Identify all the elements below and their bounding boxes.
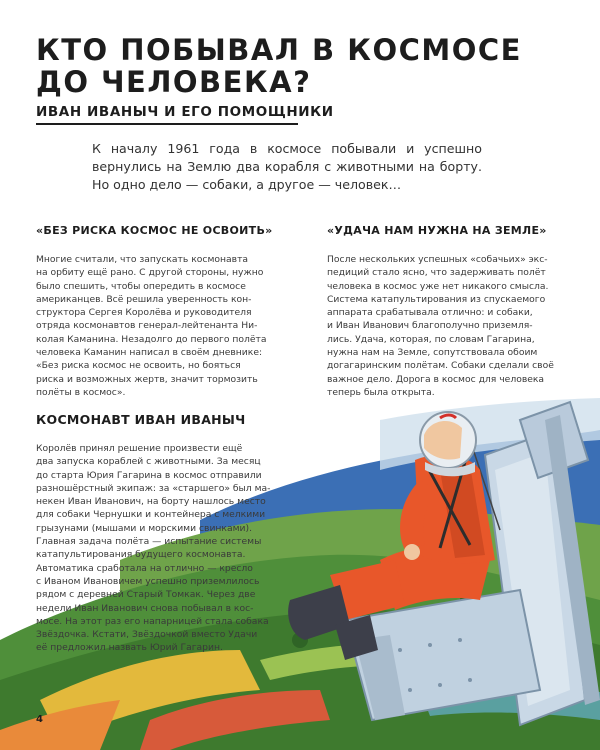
section-3-line: до старта Юрия Гагарина в космос отправили: [36, 469, 262, 481]
section-3-line: разношёрстный экипаж: за «старшего» был ма-: [36, 482, 271, 494]
section-1-line: американцев. Всё решила уверенность кон-: [36, 293, 252, 305]
section-3-line: с Иваном Ивановичем успешно приземлилось: [36, 575, 260, 587]
section-1-heading: «БЕЗ РИСКА КОСМОС НЕ ОСВОИТЬ»: [36, 224, 273, 237]
page-title-line-1: КТО ПОБЫВАЛ В КОСМОСЕ: [36, 33, 522, 67]
section-3-line: её предложил назвать Юрий Гагарин.: [36, 642, 223, 654]
section-1-line: на орбиту ещё рано. С другой стороны, нужно: [36, 267, 264, 279]
page-title: [36, 34, 556, 98]
section-1-line: человека Каманин написал в своём дневнике:: [36, 347, 263, 359]
section-3-line: Королёв принял решение произвести ещё: [36, 443, 243, 454]
hand: [404, 544, 420, 560]
section-1-line: «Без риска космос не освоить, но бояться: [36, 360, 241, 372]
section-2-line: аппарата срабатывала отлично: и собаки,: [327, 307, 533, 319]
section-3-line: для собаки Чернушки и контейнера с мелкими: [36, 509, 266, 521]
section-1-body: [36, 253, 267, 399]
section-2-line: педиций стало ясно, что задерживать полёт: [327, 267, 546, 279]
section-2-line: После нескольких успешных «собачьих» экс-: [327, 254, 548, 265]
section-1-line: полёты в космос».: [36, 386, 126, 398]
section-2-body: [327, 253, 554, 399]
section-3-line: недели Иван Иванович снова побывал в кос-: [36, 602, 254, 614]
section-2-line: теперь была открыта.: [327, 386, 435, 398]
section-1-line: структора Сергея Королёва и руководителя: [36, 307, 252, 319]
intro-paragraph: К началу 1961 года в космосе побывали и успешно вернулись на Землю два корабля с животными на борту. Но одно дело — собаки, а другое — человек…: [92, 141, 482, 192]
section-1-line: риска и возможных жертв, значит тормозить: [36, 373, 258, 385]
section-1-line: Многие считали, что запускать космонавта: [36, 254, 249, 265]
section-3-line: катапультирования будущего космонавта.: [36, 549, 246, 561]
section-3-line: два запуска кораблей с животными. За месяц: [36, 456, 261, 468]
section-2-line: и Иван Иванович благополучно приземля-: [327, 320, 533, 332]
section-2-line: Система катапультирования из спускаемого: [327, 293, 546, 305]
section-2-line: важное дело. Дорога в космос для человека: [327, 373, 545, 385]
page-subtitle: ИВАН ИВАНЫЧ И ЕГО ПОМОЩНИКИ: [36, 104, 334, 120]
section-1-line: колая Каманина. Незадолго до первого полёта: [36, 333, 267, 345]
section-3-line: Автоматика сработала на отлично — кресло: [36, 562, 253, 574]
section-3-line: рядом с деревней Старый Томкак. Через две: [36, 589, 256, 601]
section-1-line: было спешить, чтобы опередить в космосе: [36, 280, 246, 292]
section-2-line: человека в космос уже нет никакого смысла.: [327, 280, 549, 292]
section-1-line: отряда космонавтов генерал-лейтенанта Ни-: [36, 320, 258, 332]
section-3-line: мосе. На этот раз его напарницей стала собака: [36, 615, 269, 627]
section-3-line: Главная задача полёта — испытание системы: [36, 536, 262, 548]
page-number: 4: [36, 714, 43, 725]
section-3-line: грызунами (мышами и морскими свинками).: [36, 522, 253, 534]
section-3-line: некен Иван Иванович, на борту нашлось место: [36, 496, 266, 508]
section-3-line: Звёздочка. Кстати, Звёздочкой вместо Удачи: [36, 629, 258, 641]
section-3-heading: КОСМОНАВТ ИВАН ИВАНЫЧ: [36, 412, 246, 427]
page-title-line-2: ДО ЧЕЛОВЕКА?: [36, 65, 312, 99]
subtitle-underline: [36, 123, 298, 125]
section-2-line: нужна нам на Земле, сопутствовала обоим: [327, 347, 538, 359]
section-2-line: лись. Удача, которая, по словам Гагарина,: [327, 333, 535, 345]
section-3-body: [36, 442, 270, 655]
section-2-heading: «УДАЧА НАМ НУЖНА НА ЗЕМЛЕ»: [327, 224, 547, 237]
section-2-line: догагаринским полётам. Собаки сделали своё: [327, 360, 554, 372]
